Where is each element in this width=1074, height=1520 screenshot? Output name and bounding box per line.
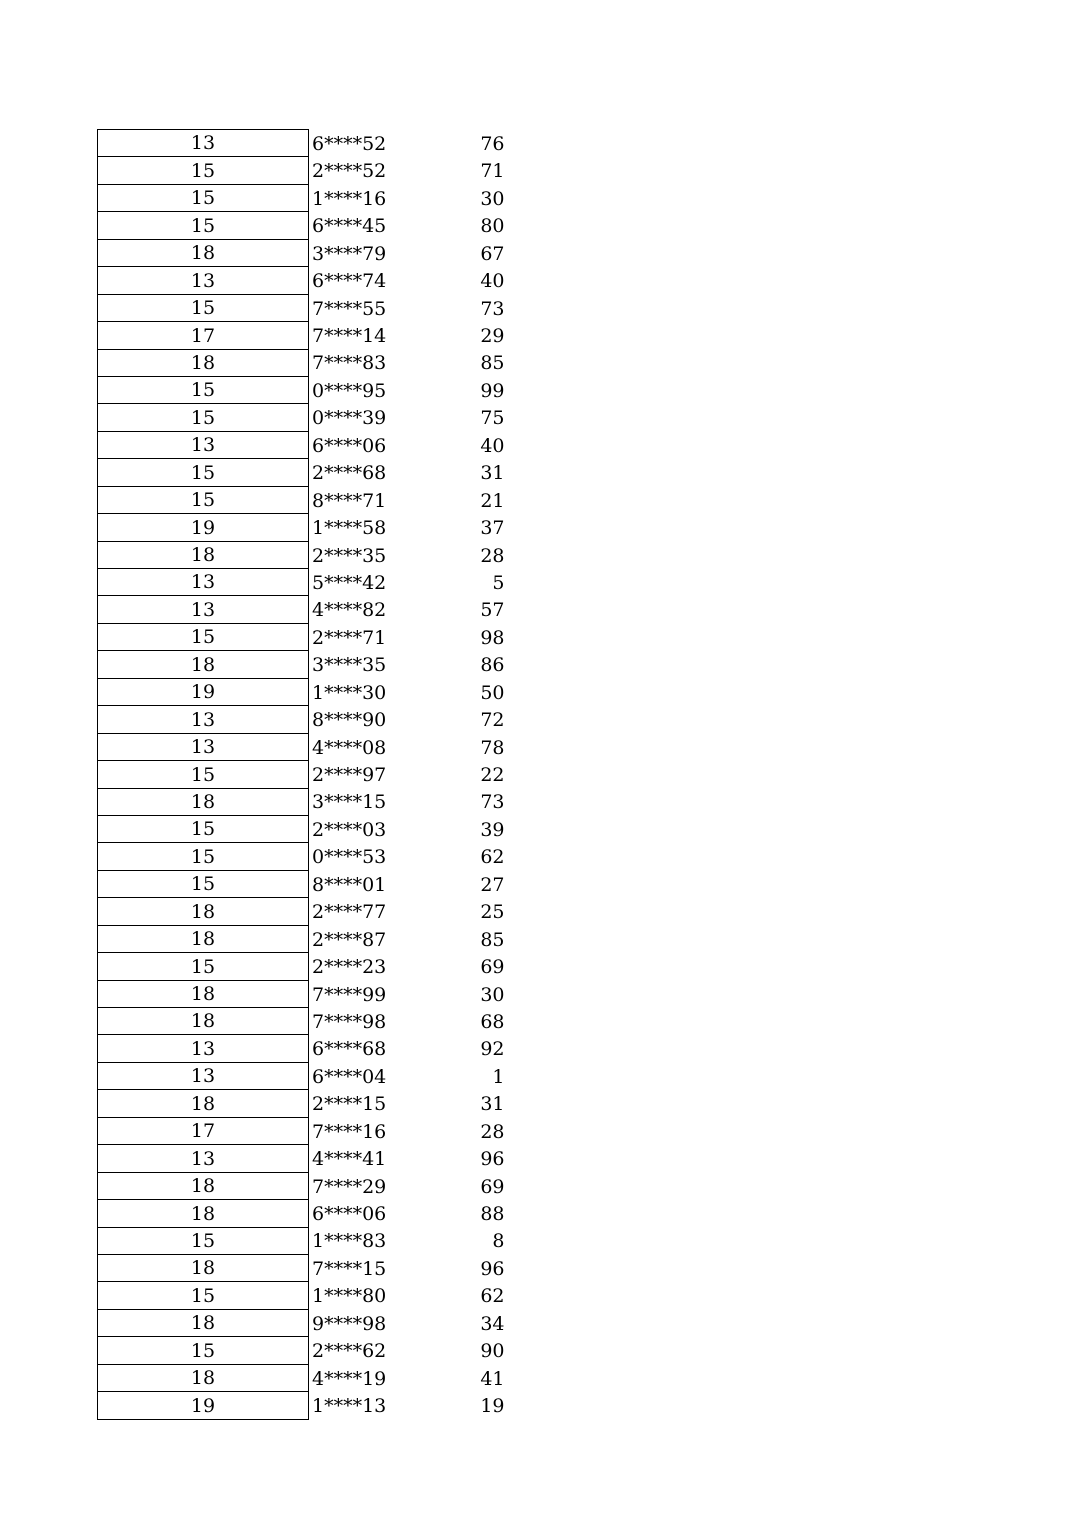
table-row <box>98 1337 505 1364</box>
table-row <box>98 376 505 403</box>
masked-number-cell[interactable]: 2****23 <box>312 956 387 979</box>
prefix-cell[interactable]: 18 <box>98 1364 309 1391</box>
masked-number-cell[interactable]: 7****83 <box>312 352 387 375</box>
table-row <box>98 1172 505 1199</box>
prefix-cell[interactable]: 15 <box>98 953 309 980</box>
prefix-cell[interactable]: 18 <box>98 1090 309 1117</box>
prefix-cell[interactable]: 15 <box>98 212 309 239</box>
masked-number-cell[interactable]: 7****55 <box>312 297 387 320</box>
prefix-cell[interactable]: 15 <box>98 376 309 403</box>
table-row <box>98 486 505 513</box>
table-row <box>98 130 505 157</box>
masked-number-cell[interactable]: 1****30 <box>312 681 387 704</box>
table-row <box>98 184 505 211</box>
value-cell[interactable]: 57 <box>480 599 505 622</box>
masked-number-cell[interactable]: 2****87 <box>312 928 387 951</box>
masked-number-cell[interactable]: 1****83 <box>312 1230 387 1253</box>
table-row <box>98 1227 505 1254</box>
value-cell[interactable]: 31 <box>480 1093 505 1116</box>
masked-number-cell[interactable]: 7****98 <box>312 1010 387 1033</box>
masked-number-cell[interactable]: 7****99 <box>312 983 387 1006</box>
masked-number-cell[interactable]: 0****39 <box>312 407 387 430</box>
value-cell[interactable]: 76 <box>480 132 505 155</box>
masked-number-cell[interactable]: 7****14 <box>312 325 387 347</box>
prefix-cell[interactable]: 19 <box>98 514 309 541</box>
masked-number-cell[interactable]: 3****79 <box>312 242 387 265</box>
masked-number-cell[interactable]: 6****68 <box>312 1038 387 1061</box>
masked-number-cell[interactable]: 2****03 <box>312 818 387 841</box>
masked-number-cell[interactable]: 8****01 <box>312 873 387 896</box>
masked-number-cell[interactable]: 2****62 <box>312 1340 387 1363</box>
value-cell[interactable]: 86 <box>480 654 505 677</box>
table-body <box>98 130 505 1420</box>
table-row <box>98 431 505 458</box>
value-cell[interactable]: 78 <box>480 736 505 759</box>
masked-number-cell[interactable]: 4****08 <box>312 736 387 759</box>
value-cell[interactable]: 37 <box>480 517 505 540</box>
prefix-cell[interactable]: 18 <box>98 349 309 376</box>
masked-number-cell[interactable]: 4****82 <box>312 599 387 622</box>
prefix-cell[interactable]: 17 <box>98 1117 309 1144</box>
value-cell[interactable]: 85 <box>480 352 505 375</box>
masked-number-cell[interactable]: 6****06 <box>312 1203 387 1225</box>
value-cell[interactable]: 40 <box>480 434 505 457</box>
prefix-cell[interactable]: 18 <box>98 925 309 952</box>
table-row <box>98 1145 505 1172</box>
value-cell[interactable]: 28 <box>480 544 505 567</box>
prefix-cell[interactable]: 18 <box>98 1309 309 1336</box>
table-row <box>98 1008 505 1035</box>
data-table <box>97 129 505 1420</box>
masked-number-cell[interactable]: 1****16 <box>312 187 387 210</box>
table-row <box>98 1282 505 1309</box>
masked-number-cell[interactable]: 6****04 <box>312 1065 387 1088</box>
table-row <box>98 706 505 733</box>
masked-number-cell[interactable]: 1****58 <box>312 517 387 540</box>
masked-number-cell[interactable]: 3****15 <box>312 791 387 814</box>
masked-number-cell[interactable]: 8****71 <box>312 489 387 512</box>
table-row <box>98 1254 505 1281</box>
table-row <box>98 157 505 184</box>
table-row <box>98 1364 505 1391</box>
value-cell[interactable]: 30 <box>480 187 505 210</box>
table-row <box>98 212 505 239</box>
value-cell[interactable]: 22 <box>480 764 505 786</box>
table-row <box>98 678 505 705</box>
table-row <box>98 623 505 650</box>
value-cell[interactable]: 62 <box>480 1285 505 1308</box>
table-row <box>98 1062 505 1089</box>
value-cell[interactable]: 69 <box>480 1175 505 1198</box>
masked-number-cell[interactable]: 2****52 <box>312 160 387 183</box>
masked-number-cell[interactable]: 6****74 <box>312 270 387 293</box>
prefix-cell[interactable]: 13 <box>98 1145 309 1172</box>
masked-number-cell[interactable]: 4****19 <box>312 1367 387 1390</box>
table-row <box>98 459 505 486</box>
masked-number-cell[interactable]: 1****13 <box>312 1395 387 1418</box>
table-row <box>98 733 505 760</box>
value-cell[interactable]: 67 <box>480 242 505 265</box>
prefix-cell[interactable]: 15 <box>98 870 309 897</box>
prefix-cell[interactable]: 15 <box>98 486 309 513</box>
table-row <box>98 953 505 980</box>
masked-number-cell[interactable]: 2****68 <box>312 462 387 485</box>
masked-number-cell[interactable]: 2****97 <box>312 764 387 786</box>
prefix-cell[interactable]: 15 <box>98 184 309 211</box>
prefix-cell[interactable]: 13 <box>98 267 309 294</box>
table-row <box>98 541 505 568</box>
masked-number-cell[interactable]: 6****06 <box>312 434 387 457</box>
prefix-cell[interactable]: 13 <box>98 1062 309 1089</box>
value-cell[interactable]: 71 <box>480 160 505 183</box>
masked-number-cell[interactable]: 7****15 <box>312 1257 387 1280</box>
value-cell[interactable]: 34 <box>480 1312 505 1335</box>
prefix-cell[interactable]: 15 <box>98 1337 309 1364</box>
value-cell[interactable]: 41 <box>480 1367 505 1390</box>
table-row <box>98 788 505 815</box>
prefix-cell[interactable]: 18 <box>98 980 309 1007</box>
table-row <box>98 870 505 897</box>
table-row <box>98 898 505 925</box>
value-cell[interactable]: 73 <box>480 791 505 814</box>
prefix-cell[interactable]: 13 <box>98 596 309 623</box>
prefix-cell[interactable]: 15 <box>98 815 309 842</box>
table-row <box>98 322 505 349</box>
prefix-cell[interactable]: 18 <box>98 1008 309 1035</box>
table-row <box>98 1090 505 1117</box>
prefix-cell[interactable]: 18 <box>98 1254 309 1281</box>
masked-number-cell[interactable]: 2****15 <box>312 1093 387 1116</box>
value-cell[interactable]: 19 <box>480 1395 505 1418</box>
value-cell[interactable]: 28 <box>480 1120 505 1143</box>
prefix-cell[interactable]: 15 <box>98 761 309 788</box>
prefix-cell[interactable]: 13 <box>98 706 309 733</box>
masked-number-cell[interactable]: 0****95 <box>312 379 387 402</box>
prefix-cell[interactable]: 18 <box>98 239 309 266</box>
table-row <box>98 980 505 1007</box>
prefix-cell[interactable]: 13 <box>98 130 309 157</box>
value-cell[interactable]: 1 <box>492 1065 505 1088</box>
masked-number-cell[interactable]: 6****45 <box>312 215 387 238</box>
value-cell[interactable]: 5 <box>492 571 505 594</box>
prefix-cell[interactable]: 18 <box>98 651 309 678</box>
masked-number-cell[interactable]: 6****52 <box>312 132 387 155</box>
value-cell[interactable]: 31 <box>480 462 505 485</box>
prefix-cell[interactable]: 18 <box>98 1200 309 1227</box>
table-row <box>98 1392 505 1419</box>
value-cell[interactable]: 96 <box>480 1148 505 1171</box>
table-row <box>98 761 505 788</box>
masked-number-cell[interactable]: 2****71 <box>312 626 387 649</box>
prefix-cell[interactable]: 15 <box>98 623 309 650</box>
value-cell[interactable]: 39 <box>480 818 505 841</box>
value-cell[interactable]: 73 <box>480 297 505 320</box>
table-row <box>98 651 505 678</box>
table-row <box>98 1035 505 1062</box>
prefix-cell[interactable]: 15 <box>98 157 309 184</box>
table-row <box>98 815 505 842</box>
table-row <box>98 925 505 952</box>
masked-number-cell[interactable]: 2****35 <box>312 544 387 567</box>
masked-number-cell[interactable]: 7****29 <box>312 1175 387 1198</box>
masked-number-cell[interactable]: 3****35 <box>312 654 387 677</box>
masked-number-cell[interactable]: 9****98 <box>312 1312 387 1335</box>
prefix-cell[interactable]: 13 <box>98 569 309 596</box>
value-cell[interactable]: 68 <box>480 1010 505 1033</box>
table-row <box>98 349 505 376</box>
prefix-cell[interactable]: 18 <box>98 898 309 925</box>
prefix-cell[interactable]: 15 <box>98 459 309 486</box>
table-row <box>98 1200 505 1227</box>
table-row <box>98 843 505 870</box>
masked-number-cell[interactable]: 1****80 <box>312 1285 387 1308</box>
prefix-cell[interactable]: 15 <box>98 1227 309 1254</box>
masked-number-cell[interactable]: 2****77 <box>312 901 387 924</box>
value-cell[interactable]: 69 <box>480 956 505 979</box>
table-row <box>98 267 505 294</box>
value-cell[interactable]: 98 <box>480 626 505 649</box>
prefix-cell[interactable]: 15 <box>98 404 309 431</box>
table-row <box>98 1309 505 1336</box>
prefix-cell[interactable]: 13 <box>98 431 309 458</box>
value-cell[interactable]: 30 <box>480 983 505 1006</box>
table-row <box>98 569 505 596</box>
prefix-cell[interactable]: 15 <box>98 294 309 321</box>
value-cell[interactable]: 96 <box>480 1257 505 1280</box>
value-cell[interactable]: 75 <box>480 407 505 430</box>
prefix-cell[interactable]: 13 <box>98 1035 309 1062</box>
value-cell[interactable]: 90 <box>480 1340 505 1363</box>
value-cell[interactable]: 29 <box>480 325 505 347</box>
table-row <box>98 596 505 623</box>
prefix-cell[interactable]: 17 <box>98 322 309 349</box>
value-cell[interactable]: 99 <box>480 379 505 402</box>
value-cell[interactable]: 21 <box>480 489 505 512</box>
value-cell[interactable]: 8 <box>492 1230 505 1253</box>
prefix-cell[interactable]: 18 <box>98 1172 309 1199</box>
prefix-cell[interactable]: 15 <box>98 1282 309 1309</box>
masked-number-cell[interactable]: 4****41 <box>312 1148 387 1171</box>
masked-number-cell[interactable]: 5****42 <box>312 571 387 594</box>
table-row <box>98 514 505 541</box>
value-cell[interactable]: 85 <box>480 928 505 951</box>
masked-number-cell[interactable]: 7****16 <box>312 1120 387 1143</box>
value-cell[interactable]: 92 <box>480 1038 505 1061</box>
value-cell[interactable]: 72 <box>480 709 505 732</box>
prefix-cell[interactable]: 19 <box>98 678 309 705</box>
prefix-cell[interactable]: 15 <box>98 843 309 870</box>
masked-number-cell[interactable]: 8****90 <box>312 709 387 732</box>
value-cell[interactable]: 40 <box>480 270 505 293</box>
value-cell[interactable]: 80 <box>480 215 505 238</box>
masked-number-cell[interactable]: 0****53 <box>312 846 387 869</box>
table-row <box>98 404 505 431</box>
value-cell[interactable]: 25 <box>480 901 505 924</box>
table-row <box>98 239 505 266</box>
prefix-cell[interactable]: 18 <box>98 788 309 815</box>
prefix-cell[interactable]: 18 <box>98 541 309 568</box>
prefix-cell[interactable]: 13 <box>98 733 309 760</box>
table-row <box>98 294 505 321</box>
value-cell[interactable]: 27 <box>480 873 505 896</box>
value-cell[interactable]: 62 <box>480 846 505 869</box>
value-cell[interactable]: 50 <box>480 681 505 704</box>
value-cell[interactable]: 88 <box>480 1203 505 1225</box>
table-row <box>98 1117 505 1144</box>
prefix-cell[interactable]: 19 <box>98 1392 309 1419</box>
